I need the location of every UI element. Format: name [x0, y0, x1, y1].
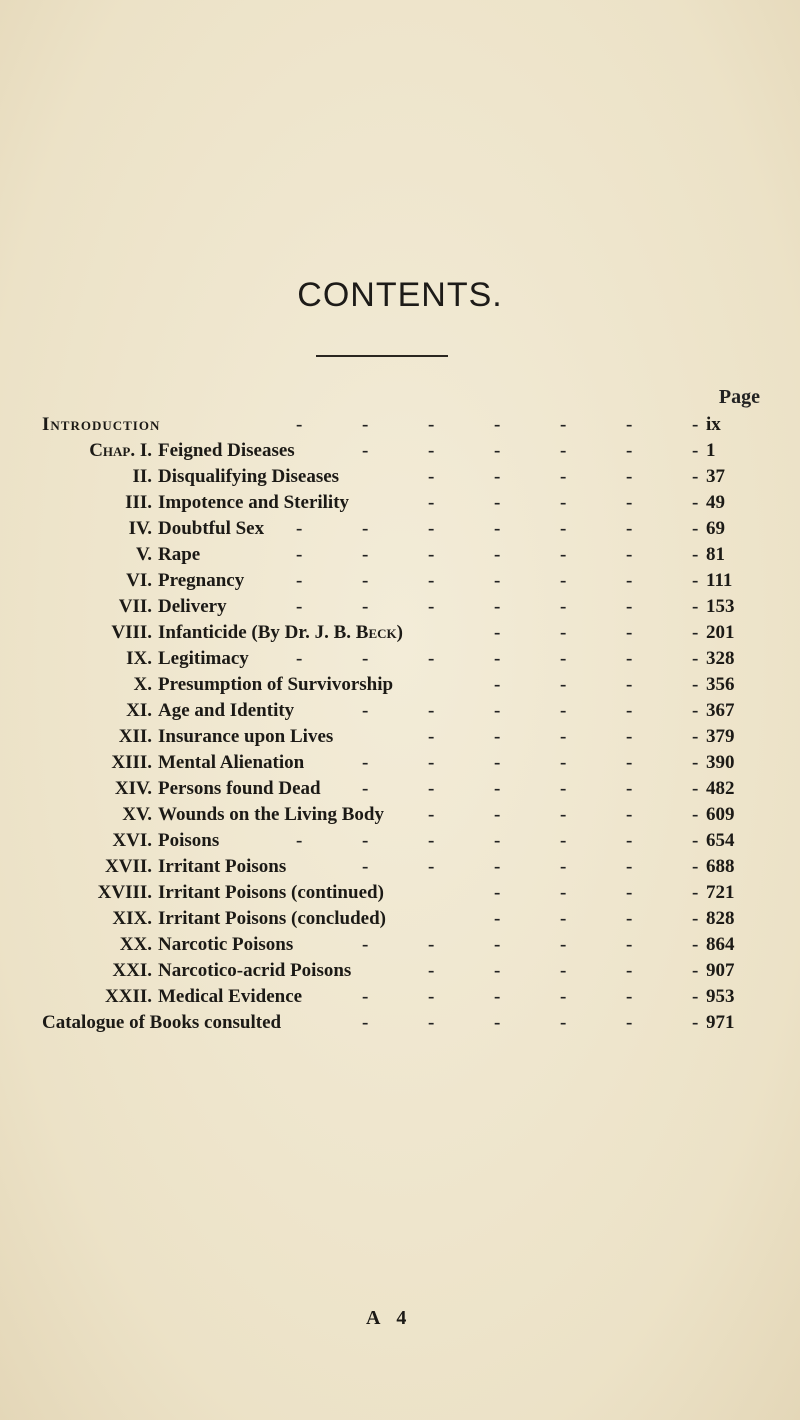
leader-dash: - [560, 648, 567, 669]
toc-entry [0, 932, 800, 958]
leader-dash: - [428, 596, 435, 617]
toc-entry [0, 906, 800, 932]
toc-entry-label: II. [132, 466, 152, 487]
leader-dash: - [692, 752, 699, 773]
leader-dash: - [428, 570, 435, 591]
toc-entry-title: Age and Identity [158, 700, 295, 721]
leader-dash: - [626, 934, 633, 955]
toc-entry [0, 880, 800, 906]
leader-dash: - [626, 1012, 633, 1033]
leader-dash: - [692, 440, 699, 461]
leader-dash: - [560, 544, 567, 565]
toc-entry-title: Infanticide (By Dr. J. B. Beck) [158, 622, 403, 643]
toc-entry-title: Narcotico-acrid Poisons [158, 960, 352, 981]
leader-dash: - [428, 440, 435, 461]
toc-entry-page: 81 [706, 544, 725, 565]
toc-entry [0, 490, 800, 516]
leader-dash: - [494, 570, 501, 591]
toc-entry-label: XV. [122, 804, 152, 825]
toc-entry-title: Doubtful Sex [158, 518, 265, 539]
leader-dash: - [692, 856, 699, 877]
leader-dash: - [692, 778, 699, 799]
toc-entry-title: Poisons [158, 830, 220, 851]
toc-entry-page: 482 [706, 778, 735, 799]
toc-entry [0, 802, 800, 828]
leader-dash: - [494, 986, 501, 1007]
leader-dash: - [560, 414, 567, 435]
leader-dash: - [626, 492, 633, 513]
leader-dash: - [692, 804, 699, 825]
leader-dash: - [692, 492, 699, 513]
toc-entry-title: Irritant Poisons [158, 856, 287, 877]
toc-entry-page: 864 [706, 934, 735, 955]
leader-dash: - [494, 622, 501, 643]
leader-dash: - [692, 414, 699, 435]
toc-entry-label: Introduction [42, 414, 161, 435]
leader-dash: - [362, 518, 369, 539]
leader-dash: - [692, 700, 699, 721]
leader-dash: - [494, 674, 501, 695]
toc-entry-page: 907 [706, 960, 735, 981]
toc-entry [0, 724, 800, 750]
leader-dash: - [494, 518, 501, 539]
leader-dash: - [560, 700, 567, 721]
toc-entry-page: 953 [706, 986, 735, 1007]
leader-dash: - [692, 544, 699, 565]
leader-dash: - [494, 830, 501, 851]
toc-entry-label: VIII. [111, 622, 152, 643]
leader-dash: - [560, 934, 567, 955]
toc-entry-page: 37 [706, 466, 725, 487]
toc-entry-label: XVII. [105, 856, 152, 877]
leader-dash: - [626, 856, 633, 877]
toc-entry-title: Insurance upon Lives [158, 726, 334, 747]
leader-dash: - [296, 648, 303, 669]
page-title: CONTENTS. [297, 276, 503, 314]
toc-entry-title: Irritant Poisons (continued) [158, 882, 384, 903]
leader-dash: - [626, 778, 633, 799]
toc-entry-title: Legitimacy [158, 648, 249, 669]
leader-dash: - [428, 934, 435, 955]
leader-dash: - [296, 544, 303, 565]
leader-dash: - [494, 414, 501, 435]
toc-entry-title: Mental Alienation [158, 752, 305, 773]
toc-entry-page: 328 [706, 648, 735, 669]
leader-dash: - [692, 674, 699, 695]
leader-dash: - [362, 648, 369, 669]
leader-dash: - [428, 414, 435, 435]
leader-dash: - [626, 700, 633, 721]
toc-entry-page: 828 [706, 908, 735, 929]
leader-dash: - [494, 934, 501, 955]
toc-entry-label: VI. [126, 570, 152, 591]
toc-entry-page: 390 [706, 752, 735, 773]
leader-dash: - [494, 908, 501, 929]
leader-dash: - [626, 518, 633, 539]
leader-dash: - [692, 726, 699, 747]
toc-entry-title: Irritant Poisons (concluded) [158, 908, 386, 929]
signature-mark: A 4 [366, 1307, 413, 1329]
leader-dash: - [362, 934, 369, 955]
leader-dash: - [626, 544, 633, 565]
leader-dash: - [428, 856, 435, 877]
toc-entry [0, 594, 800, 620]
toc-entry-label: XIII. [111, 752, 152, 773]
toc-entry [0, 776, 800, 802]
leader-dash: - [560, 752, 567, 773]
toc-entry-label: XX. [119, 934, 152, 955]
leader-dash: - [560, 960, 567, 981]
leader-dash: - [560, 596, 567, 617]
toc-entry-page: 971 [706, 1012, 735, 1033]
toc-entry [0, 698, 800, 724]
toc-entry-title: Wounds on the Living Body [158, 804, 384, 825]
leader-dash: - [560, 804, 567, 825]
leader-dash: - [692, 596, 699, 617]
leader-dash: - [362, 700, 369, 721]
toc-entry-title: Presumption of Survivorship [158, 674, 394, 695]
toc-entry [0, 750, 800, 776]
toc-entry-page: 111 [706, 570, 733, 591]
leader-dash: - [626, 960, 633, 981]
leader-dash: - [362, 856, 369, 877]
leader-dash: - [362, 830, 369, 851]
toc-entry-page: ix [706, 414, 721, 435]
toc-entry [0, 854, 800, 880]
leader-dash: - [296, 570, 303, 591]
toc-entry-title: Pregnancy [158, 570, 245, 591]
leader-dash: - [362, 1012, 369, 1033]
leader-dash: - [428, 960, 435, 981]
toc-entry-label: XVI. [112, 830, 152, 851]
toc-entry [0, 828, 800, 854]
toc-entry [0, 412, 800, 438]
leader-dash: - [362, 986, 369, 1007]
leader-dash: - [626, 726, 633, 747]
toc-entry-label: III. [125, 492, 152, 513]
leader-dash: - [692, 648, 699, 669]
leader-dash: - [692, 882, 699, 903]
leader-dash: - [626, 882, 633, 903]
toc-entry-title: Disqualifying Diseases [158, 466, 340, 487]
toc-entry [0, 672, 800, 698]
leader-dash: - [626, 752, 633, 773]
toc-entry-label: Chap. I. [89, 440, 152, 461]
leader-dash: - [560, 726, 567, 747]
leader-dash: - [296, 518, 303, 539]
leader-dash: - [296, 414, 303, 435]
leader-dash: - [362, 414, 369, 435]
toc-entry-title: Catalogue of Books consulted [42, 1012, 282, 1033]
toc-entry [0, 516, 800, 542]
leader-dash: - [428, 544, 435, 565]
leader-dash: - [626, 986, 633, 1007]
toc-entry-label: XXI. [112, 960, 152, 981]
toc-entry [0, 620, 800, 646]
leader-dash: - [494, 882, 501, 903]
leader-dash: - [692, 934, 699, 955]
leader-dash: - [560, 908, 567, 929]
leader-dash: - [428, 726, 435, 747]
toc-entry [0, 984, 800, 1010]
leader-dash: - [494, 804, 501, 825]
leader-dash: - [362, 440, 369, 461]
leader-dash: - [428, 986, 435, 1007]
leader-dash: - [560, 882, 567, 903]
leader-dash: - [428, 830, 435, 851]
leader-dash: - [428, 700, 435, 721]
leader-dash: - [428, 466, 435, 487]
toc-entry-page: 356 [706, 674, 735, 695]
leader-dash: - [560, 778, 567, 799]
toc-entry-page: 379 [706, 726, 735, 747]
leader-dash: - [626, 440, 633, 461]
leader-dash: - [362, 778, 369, 799]
leader-dash: - [428, 1012, 435, 1033]
leader-dash: - [494, 752, 501, 773]
toc-entry-page: 688 [706, 856, 735, 877]
toc-entry-label: XII. [118, 726, 152, 747]
toc-entry-label: V. [135, 544, 152, 565]
leader-dash: - [296, 596, 303, 617]
leader-dash: - [494, 1012, 501, 1033]
toc-entry-page: 1 [706, 440, 716, 461]
leader-dash: - [560, 856, 567, 877]
leader-dash: - [692, 622, 699, 643]
leader-dash: - [428, 518, 435, 539]
toc-entry-title: Narcotic Poisons [158, 934, 294, 955]
leader-dash: - [428, 492, 435, 513]
toc-entry-label: IV. [128, 518, 152, 539]
leader-dash: - [626, 830, 633, 851]
leader-dash: - [560, 1012, 567, 1033]
toc-entry-page: 69 [706, 518, 725, 539]
toc-entry-label: IX. [126, 648, 152, 669]
toc-entry-label: XI. [126, 700, 152, 721]
leader-dash: - [494, 440, 501, 461]
leader-dash: - [560, 466, 567, 487]
leader-dash: - [560, 570, 567, 591]
toc-entry-page: 153 [706, 596, 735, 617]
leader-dash: - [494, 596, 501, 617]
leader-dash: - [692, 908, 699, 929]
leader-dash: - [626, 414, 633, 435]
leader-dash: - [692, 986, 699, 1007]
toc-entry-page: 367 [706, 700, 735, 721]
toc-entry-label: XVIII. [97, 882, 152, 903]
leader-dash: - [494, 960, 501, 981]
leader-dash: - [626, 648, 633, 669]
toc-entry-title: Impotence and Sterility [158, 492, 350, 513]
leader-dash: - [626, 570, 633, 591]
leader-dash: - [560, 986, 567, 1007]
toc-entry-title: Feigned Diseases [158, 440, 295, 461]
leader-dash: - [494, 856, 501, 877]
leader-dash: - [494, 778, 501, 799]
leader-dash: - [494, 726, 501, 747]
leader-dash: - [692, 1012, 699, 1033]
toc-entry-page: 201 [706, 622, 735, 643]
leader-dash: - [626, 596, 633, 617]
toc-entry-page: 49 [706, 492, 725, 513]
leader-dash: - [560, 492, 567, 513]
leader-dash: - [494, 492, 501, 513]
leader-dash: - [560, 674, 567, 695]
toc-entry-page: 721 [706, 882, 735, 903]
leader-dash: - [560, 440, 567, 461]
leader-dash: - [296, 830, 303, 851]
toc-entry-label: VII. [118, 596, 152, 617]
leader-dash: - [560, 622, 567, 643]
toc-entry [0, 464, 800, 490]
toc-entry-page: 654 [706, 830, 735, 851]
leader-dash: - [626, 674, 633, 695]
toc-entry [0, 568, 800, 594]
title-rule [316, 355, 448, 357]
leader-dash: - [428, 804, 435, 825]
toc-entry-label: XIX. [112, 908, 152, 929]
leader-dash: - [494, 544, 501, 565]
toc-entry-label: XXII. [105, 986, 152, 1007]
leader-dash: - [362, 752, 369, 773]
page-column-heading: Page [718, 386, 760, 408]
toc-entry-title: Medical Evidence [158, 986, 303, 1007]
toc-entry [0, 958, 800, 984]
leader-dash: - [560, 830, 567, 851]
toc-entry-title: Rape [158, 544, 201, 565]
leader-dash: - [428, 778, 435, 799]
toc-entry-title: Persons found Dead [158, 778, 321, 799]
leader-dash: - [362, 570, 369, 591]
leader-dash: - [362, 596, 369, 617]
leader-dash: - [692, 466, 699, 487]
leader-dash: - [626, 908, 633, 929]
leader-dash: - [692, 518, 699, 539]
leader-dash: - [626, 804, 633, 825]
leader-dash: - [560, 518, 567, 539]
toc-entry [0, 542, 800, 568]
leader-dash: - [626, 622, 633, 643]
leader-dash: - [428, 752, 435, 773]
leader-dash: - [692, 960, 699, 981]
toc-entry [0, 438, 800, 464]
leader-dash: - [692, 830, 699, 851]
leader-dash: - [494, 648, 501, 669]
toc-entry-page: 609 [706, 804, 735, 825]
toc-entry-label: X. [133, 674, 152, 695]
leader-dash: - [692, 570, 699, 591]
leader-dash: - [494, 700, 501, 721]
leader-dash: - [428, 648, 435, 669]
toc-entry-label: XIV. [114, 778, 152, 799]
leader-dash: - [362, 544, 369, 565]
leader-dash: - [626, 466, 633, 487]
toc-entry [0, 1010, 800, 1036]
toc-entry-title: Delivery [158, 596, 227, 617]
toc-entry [0, 646, 800, 672]
leader-dash: - [494, 466, 501, 487]
